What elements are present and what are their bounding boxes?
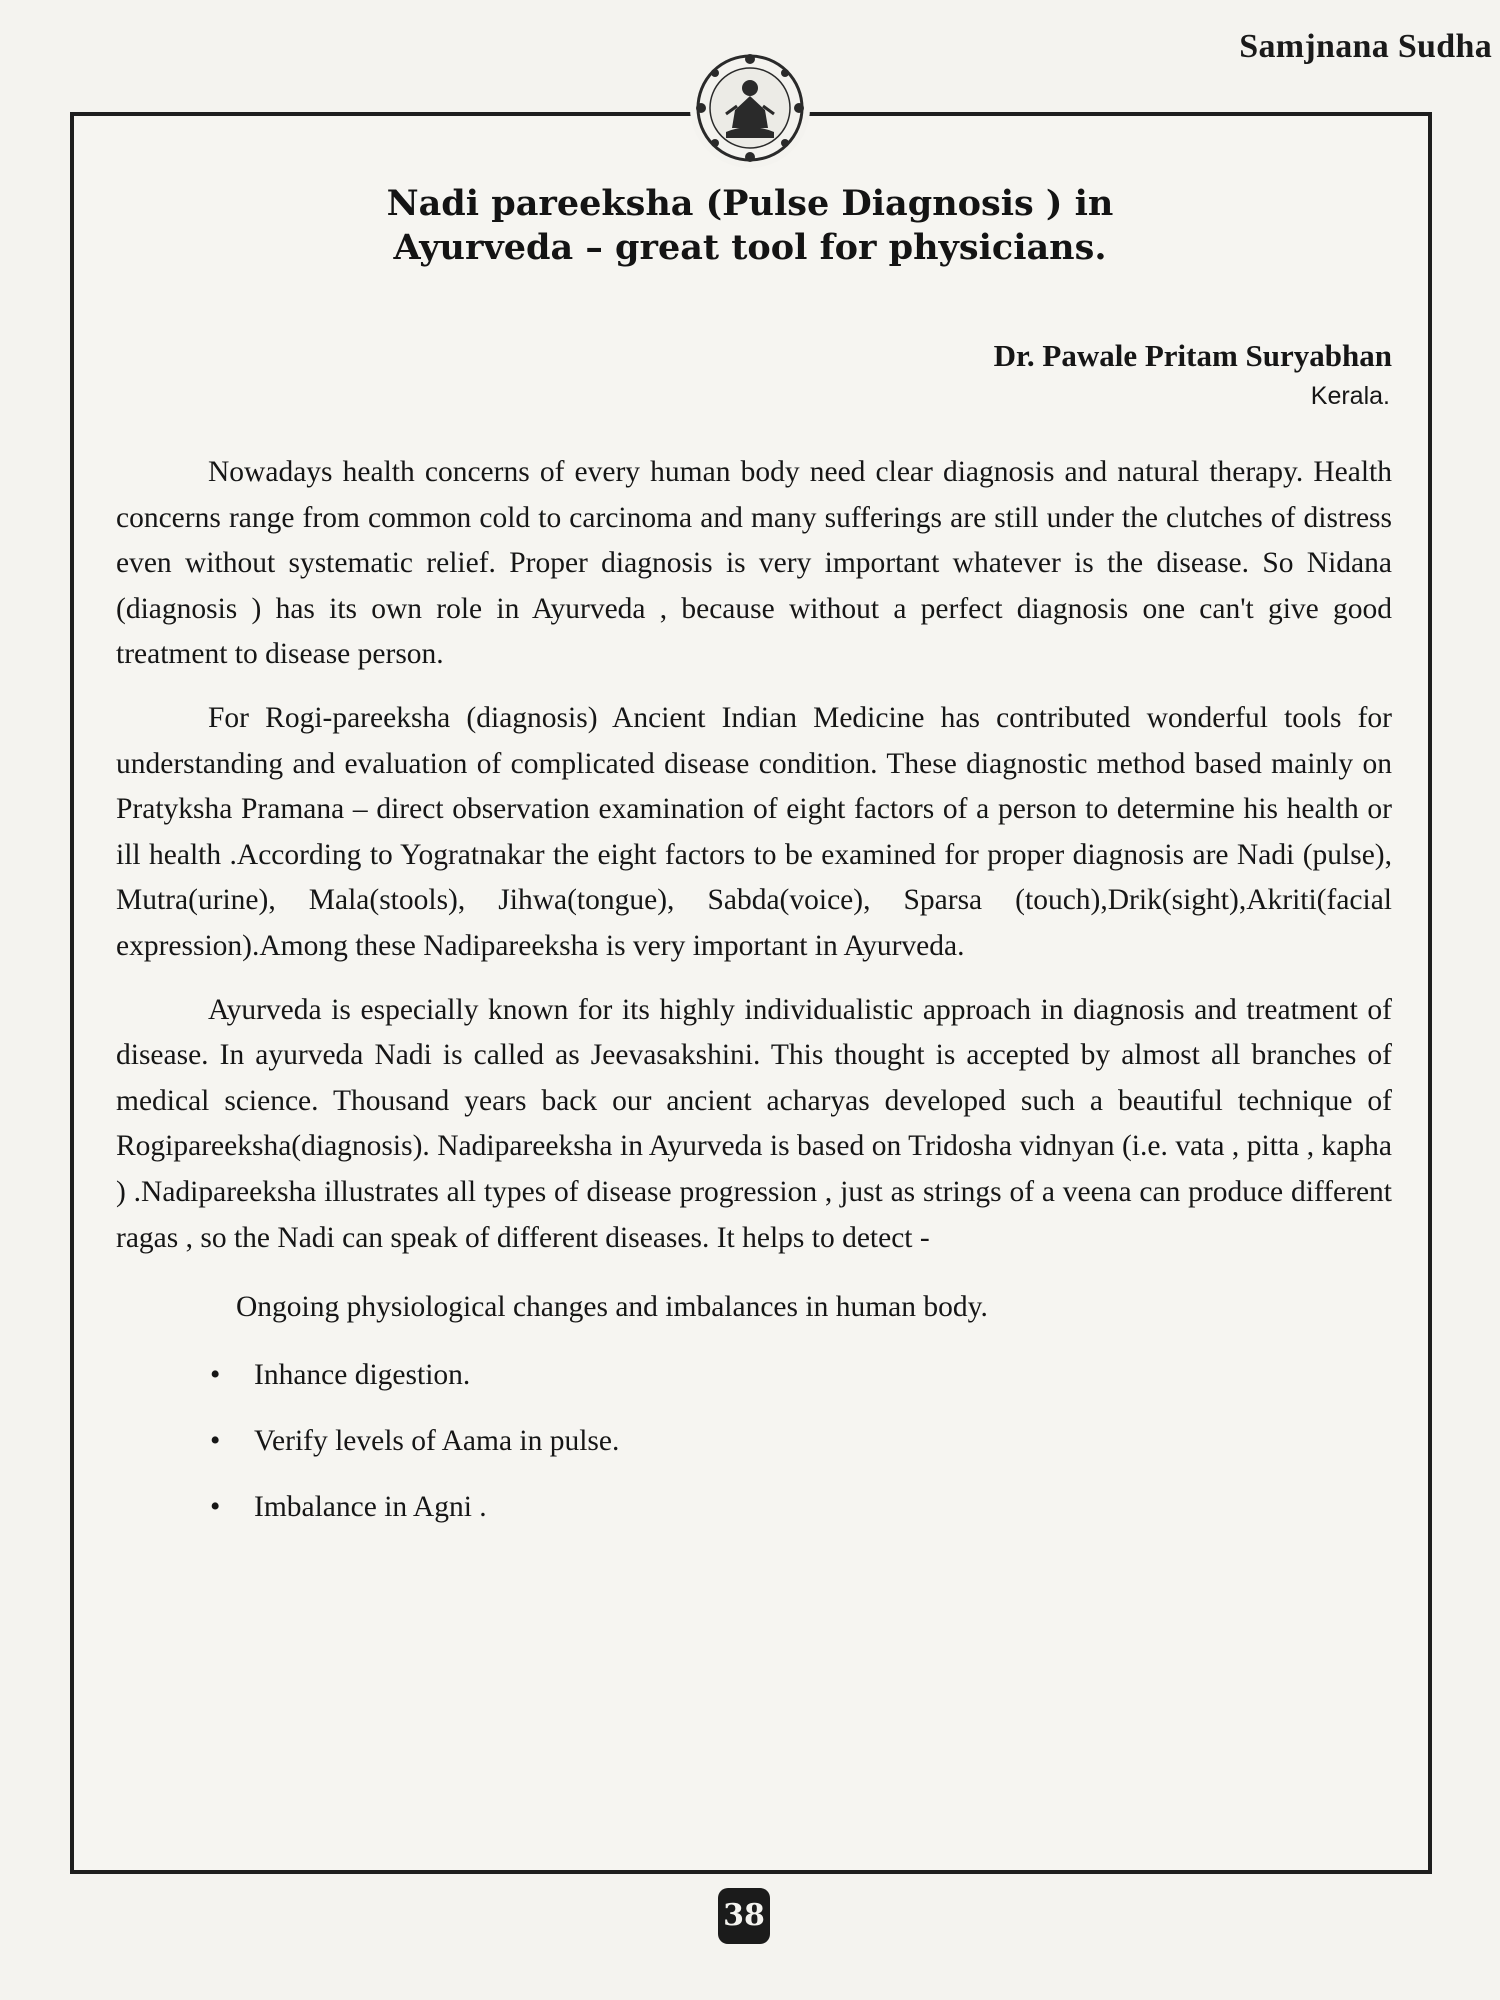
bullet-icon: • [210,1358,221,1391]
bullet-icon: • [210,1424,221,1457]
detect-intro: Ongoing physiological changes and imbalances in human body. [236,1291,988,1324]
running-head: Samjnana Sudha [1239,28,1492,65]
bullet-icon: • [210,1490,221,1523]
article-body [116,450,1392,1551]
article-title-line-2: Ayurveda – great tool for physicians. [393,227,1107,268]
paragraph-3: Ayurveda is especially known for its highly individualistic approach in diagnosis and treatment of disease. In ayurveda Nadi is called as Jeevasakshini. This thought is accepted by almost all branches of medical science. Thousand years back our ancient acharyas developed such a beautiful technique of Rogipareeksha(diagnosis). Nadipareeksha in Ayurveda is based on Tridosha vidnyan (i.e. vata , pitta , kapha ) .Nadipareeksha illustrates all types of disease progression , just as strings of a veena can produce different ragas , so the Nadi can speak of different diseases. It helps to detect - [116,993,1392,1254]
list-item [210,1419,1392,1464]
list-item-text: Inhance digestion. [254,1358,471,1391]
list-item-text: Verify levels of Aama in pulse. [254,1424,620,1457]
paragraph-1: Nowadays health concerns of every human body need clear diagnosis and natural therapy. Health concerns range from common cold to carcinoma and many sufferings are still under the clutches of distress even without systematic relief. Proper diagnosis is very important whatever is the disease. So Nidana (diagnosis ) has its own role in Ayurveda , because without a perfect diagnosis one can't give good treatment to disease person. [116,456,1392,671]
list-item [210,1353,1392,1398]
author-location: Kerala. [1310,382,1390,410]
list-item-text: Imbalance in Agni . [254,1490,487,1523]
paragraph-2: For Rogi-pareeksha (diagnosis) Ancient Indian Medicine has contributed wonderful tools for understanding and evaluation of complicated disease condition. These diagnostic method based mainly on Pratyksha Pramana – direct observation examination of eight factors of a person to determine his health or ill health .According to Yogratnakar the eight factors to be examined for proper diagnosis are Nadi (pulse), Mutra(urine), Mala(stools), Jihwa(tongue), Sabda(voice), Sparsa (touch),Drik(sight),Akriti(facial expression).Among these Nadipareeksha is very important in Ayurveda. [116,701,1392,962]
page-number: 38 [718,1888,770,1944]
article-title [150,182,1350,270]
detect-list [116,1353,1392,1530]
list-item [210,1485,1392,1530]
article-title-line-1: Nadi pareeksha (Pulse Diagnosis ) in [386,183,1114,224]
seated-sage-emblem-icon [690,48,810,168]
author-name: Dr. Pawale Pritam Suryabhan [993,338,1392,373]
